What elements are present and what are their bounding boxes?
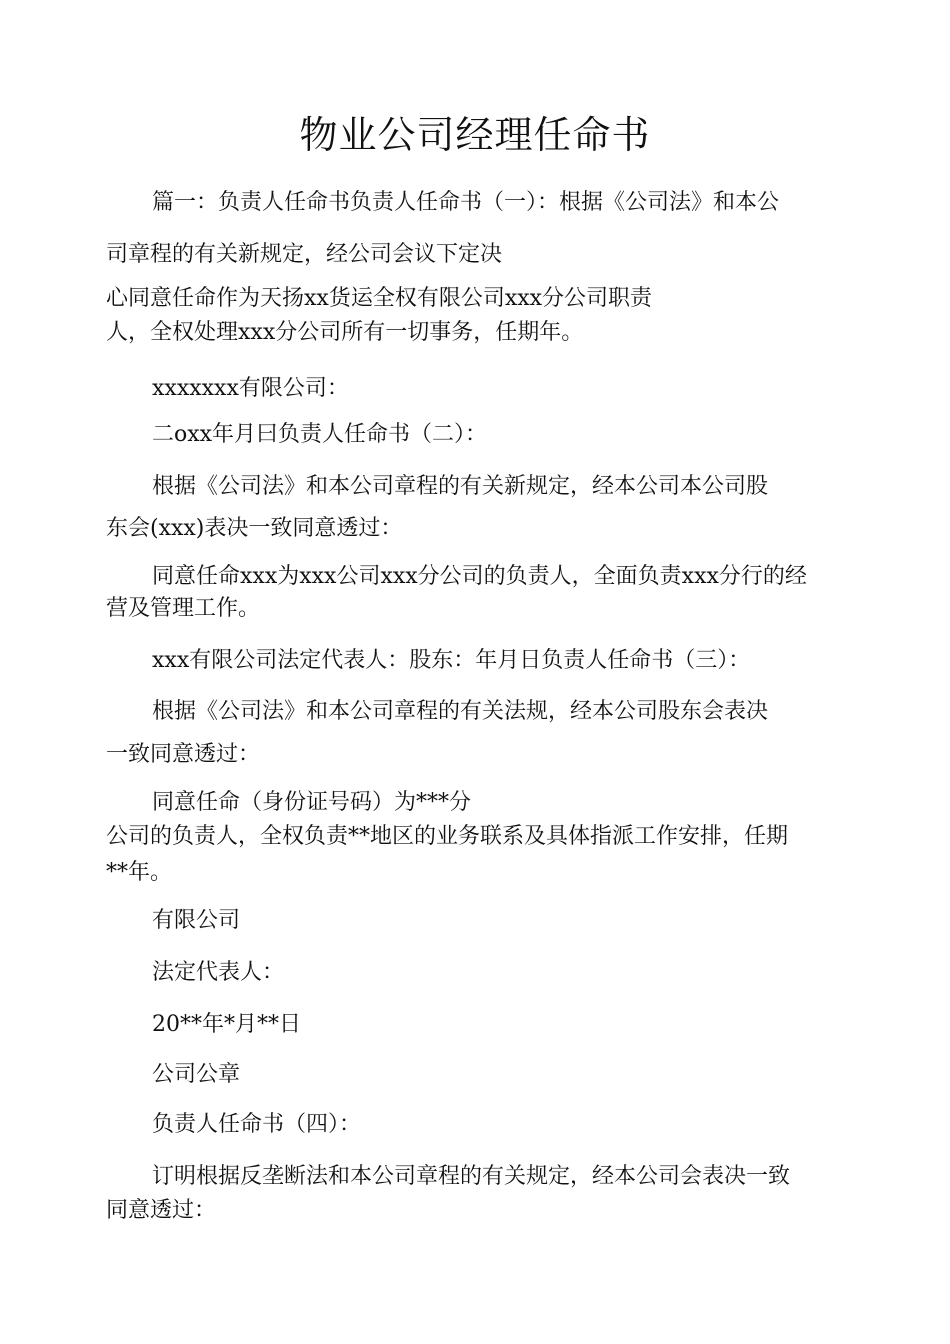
paragraph-line: 一致同意透过： xyxy=(106,742,261,767)
paragraph-line: 公司公章 xyxy=(152,1062,241,1087)
paragraph-line: 二oxx年月曰负责人任命书（二）： xyxy=(152,422,488,447)
paragraph-line: 营及管理工作。 xyxy=(106,596,261,621)
paragraph-line: 公司的负责人，全权负责**地区的业务联系及具体指派工作安排，任期 xyxy=(106,824,789,849)
paragraph-line: 司章程的有关新规定，经公司会议下定决 xyxy=(106,242,503,267)
paragraph-line: 东会(xxx)表决一致同意透过： xyxy=(106,516,403,541)
paragraph-line: 心同意任命作为天扬xx货运全权有限公司xxx分公司职责 xyxy=(106,286,653,311)
paragraph-line: xxxxxxx有限公司： xyxy=(152,376,349,401)
paragraph-line: 根据《公司法》和本公司章程的有关新规定，经本公司本公司股 xyxy=(152,474,769,499)
document-title: 物业公司经理任命书 xyxy=(299,113,651,157)
paragraph-line: xxx有限公司法定代表人：股东：年月日负责人任命书（三）： xyxy=(152,648,751,673)
paragraph-line: 篇一：负责人任命书负责人任命书（一）：根据《公司法》和本公 xyxy=(152,190,780,215)
paragraph-line: 同意任命（身份证号码）为***分 xyxy=(152,790,472,815)
paragraph-line: 同意任命xxx为xxx公司xxx分公司的负责人，全面负责xxx分行的经 xyxy=(152,564,807,589)
paragraph-line: 人，全权处理xxx分公司所有一切事务，任期年。 xyxy=(106,320,584,345)
paragraph-line: 根据《公司法》和本公司章程的有关法规，经本公司股东会表决 xyxy=(152,699,769,724)
paragraph-line: **年。 xyxy=(106,860,173,885)
date-line: 20**年*月**日 xyxy=(152,1012,301,1037)
paragraph-line: 有限公司 xyxy=(152,908,241,933)
paragraph-line: 订明根据反垄断法和本公司章程的有关规定，经本公司会表决一致 xyxy=(152,1164,791,1189)
paragraph-line: 法定代表人： xyxy=(152,960,285,985)
paragraph-line: 负责人任命书（四）： xyxy=(152,1112,362,1137)
paragraph-line: 同意透过： xyxy=(106,1198,217,1223)
